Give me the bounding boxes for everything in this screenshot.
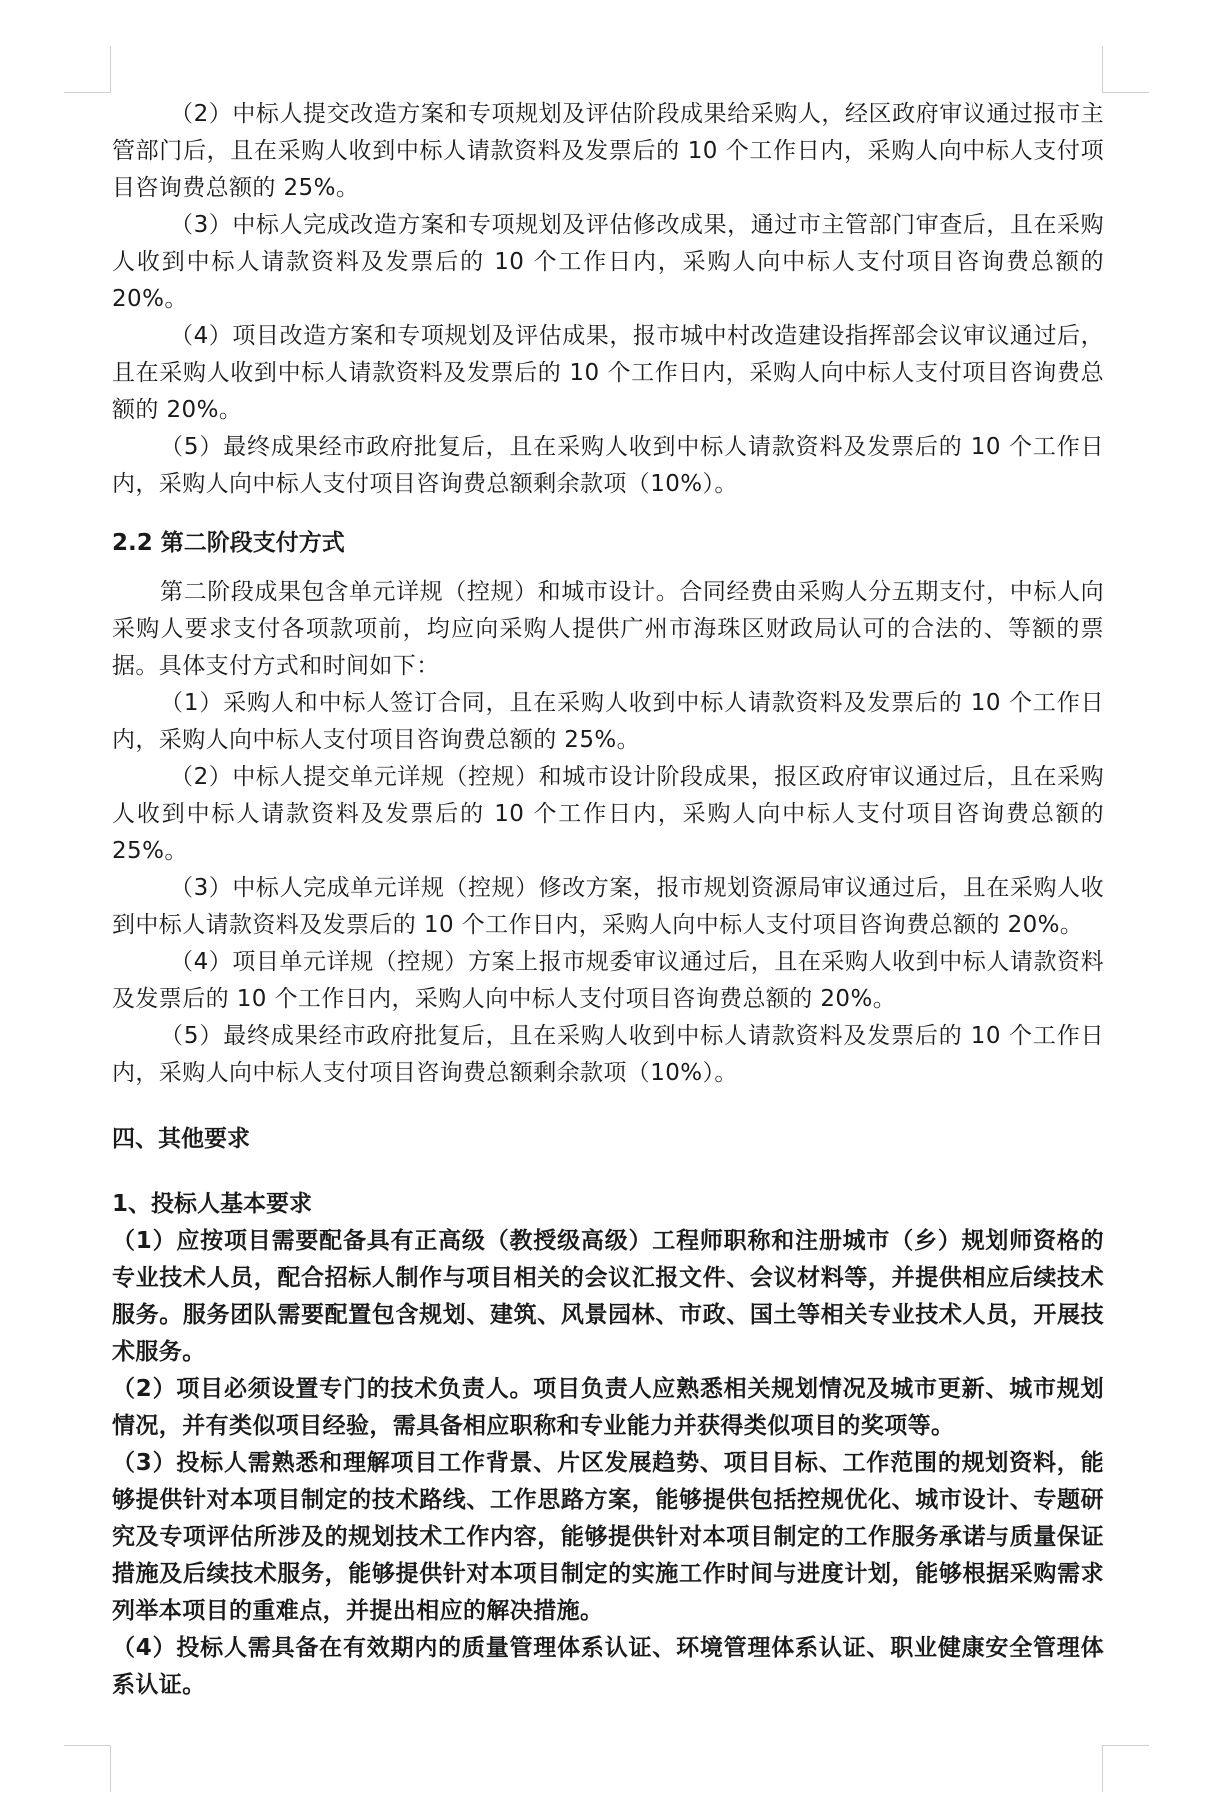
requirement-3: （3）投标人需熟悉和理解项目工作背景、片区发展趋势、项目目标、工作范围的规划资料，能够提供针对本项目制定的技术路线、工作思路方案，能够提供包括控规优化、城市设计、专题研究及专项评估所涉及的规划技术工作内容，能够提供针对本项目制定的工作服务承诺与质量保证措施及后续技术服务，能够提供针对本项目制定的实施工作时间与进度计划，能够根据采购需求列举本项目的重难点，并提出相应的解决措施。 bbox=[112, 1450, 1104, 1624]
crop-mark-top-left bbox=[64, 46, 111, 93]
stage2-item-2: （2）中标人提交单元详规（控规）和城市设计阶段成果，报区政府审议通过后，且在采购人收到中标人请款资料及发票后的 10 个工作日内，采购人向中标人支付项目咨询费总额的 25%。 bbox=[112, 764, 1104, 864]
crop-mark-bottom-right bbox=[1102, 1745, 1149, 1792]
stage2-item-1: （1）采购人和中标人签订合同，且在采购人收到中标人请款资料及发票后的 10 个工作日内，采购人向中标人支付项目咨询费总额的 25%。 bbox=[112, 690, 1104, 753]
section-4-heading: 四、其他要求 bbox=[112, 1126, 250, 1152]
bidder-requirements-heading: 1、投标人基本要求 bbox=[112, 1191, 313, 1217]
section-2-2-heading: 2.2 第二阶段支付方式 bbox=[112, 530, 345, 556]
stage1-item-2: （2）中标人提交改造方案和专项规划及评估阶段成果给采购人，经区政府审议通过报市主管部门后，且在采购人收到中标人请款资料及发票后的 10 个工作日内，采购人向中标人支付项目咨询费总额的 25%。 bbox=[112, 101, 1104, 201]
stage1-item-5: （5）最终成果经市政府批复后，且在采购人收到中标人请款资料及发票后的 10 个工作日内，采购人向中标人支付项目咨询费总额剩余款项（10%）。 bbox=[112, 434, 1104, 497]
stage2-item-4: （4）项目单元详规（控规）方案上报市规委审议通过后，且在采购人收到中标人请款资料及发票后的 10 个工作日内，采购人向中标人支付项目咨询费总额的 20%。 bbox=[112, 949, 1104, 1012]
requirement-2: （2）项目必须设置专门的技术负责人。项目负责人应熟悉相关规划情况及城市更新、城市规划情况，并有类似项目经验，需具备相应职称和专业能力并获得类似项目的奖项等。 bbox=[112, 1376, 1104, 1439]
crop-mark-bottom-left bbox=[64, 1745, 111, 1792]
stage1-item-4: （4）项目改造方案和专项规划及评估成果，报市城中村改造建设指挥部会议审议通过后，且在采购人收到中标人请款资料及发票后的 10 个工作日内，采购人向中标人支付项目咨询费总额的 20%。 bbox=[112, 323, 1104, 423]
requirement-4: （4）投标人需具备在有效期内的质量管理体系认证、环境管理体系认证、职业健康安全管理体系认证。 bbox=[112, 1635, 1104, 1698]
document-page bbox=[112, 96, 1104, 1704]
stage2-item-5: （5）最终成果经市政府批复后，且在采购人收到中标人请款资料及发票后的 10 个工作日内，采购人向中标人支付项目咨询费总额剩余款项（10%）。 bbox=[112, 1023, 1104, 1086]
section-2-2-intro: 第二阶段成果包含单元详规（控规）和城市设计。合同经费由采购人分五期支付，中标人向采购人要求支付各项款项前，均应向采购人提供广州市海珠区财政局认可的合法的、等额的票据。具体支付方式和时间如下： bbox=[112, 579, 1104, 679]
stage1-item-3: （3）中标人完成改造方案和专项规划及评估修改成果，通过市主管部门审查后，且在采购人收到中标人请款资料及发票后的 10 个工作日内，采购人向中标人支付项目咨询费总额的 20%。 bbox=[112, 212, 1104, 312]
crop-mark-top-right bbox=[1102, 46, 1149, 93]
requirement-1: （1）应按项目需要配备具有正高级（教授级高级）工程师职称和注册城市（乡）规划师资格的专业技术人员，配合招标人制作与项目相关的会议汇报文件、会议材料等，并提供相应后续技术服务。服务团队需要配置包含规划、建筑、风景园林、市政、国土等相关专业技术人员，开展技术服务。 bbox=[112, 1228, 1104, 1365]
stage2-item-3: （3）中标人完成单元详规（控规）修改方案，报市规划资源局审议通过后，且在采购人收到中标人请款资料及发票后的 10 个工作日内，采购人向中标人支付项目咨询费总额的 20%。 bbox=[112, 875, 1104, 938]
